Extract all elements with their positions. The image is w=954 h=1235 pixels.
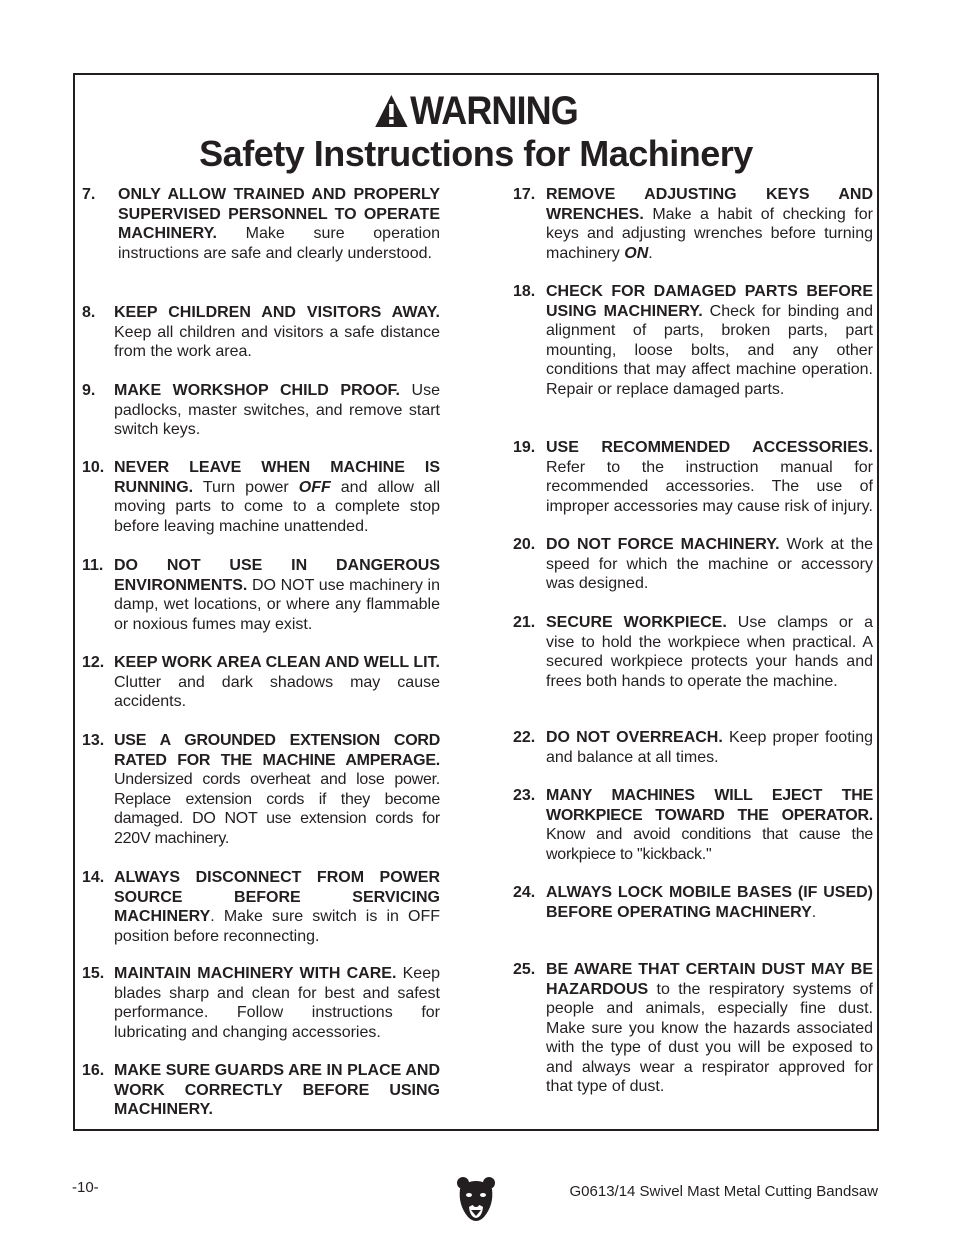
item-number: 8. [82, 304, 96, 321]
list-item [513, 613, 873, 691]
item-text: Make a habit of checking for keys and adjusting wrenches before turning machinery [546, 205, 873, 262]
list-item [513, 438, 873, 516]
item-body [114, 868, 440, 946]
list-item [82, 381, 440, 440]
item-body [546, 282, 873, 399]
item-number: 21. [513, 614, 536, 631]
item-lead: MAINTAIN MACHINERY WITH CARE. [114, 965, 397, 982]
list-item [513, 960, 873, 1097]
item-emphasis: OFF [298, 478, 331, 496]
item-body [114, 964, 440, 1042]
item-number: 25. [513, 961, 536, 978]
item-body [546, 728, 873, 767]
item-body [546, 786, 873, 864]
item-lead: ALWAYS LOCK MOBILE BASES (IF USED) BEFORE OPERATING MACHINERY [546, 884, 873, 921]
item-lead: REMOVE ADJUSTING KEYS AND WRENCHES. [546, 186, 873, 223]
item-body [546, 535, 873, 594]
item-lead: BE AWARE THAT CERTAIN DUST MAY BE HAZARDOUS [546, 961, 873, 998]
item-number: 13. [82, 732, 105, 749]
item-text: Turn power [193, 478, 299, 496]
list-item [82, 964, 440, 1042]
item-body [114, 303, 440, 362]
list-item [513, 728, 873, 767]
item-text: Keep all children and visitors a safe distance from the work area. [114, 323, 440, 360]
item-text: . Make sure switch is in OFF position before reconnecting. [114, 908, 440, 945]
item-text: and allow all moving parts to come to a complete stop before leaving machine unattended. [114, 478, 440, 535]
item-number: 23. [513, 787, 536, 804]
list-item [82, 868, 440, 946]
item-lead: ONLY ALLOW TRAINED AND PROPERLY SUPERVISED PERSONNEL TO OPERATE MACHINERY. [118, 186, 440, 242]
item-number: 18. [513, 283, 536, 300]
item-text: to the respiratory systems of people and animals, especially fine dust. Make sure you know the hazards associated with the type of dust you will be exposed to and always wear a respirator approved for that type of dust. [546, 980, 873, 1095]
list-item [82, 731, 440, 848]
item-text: Undersized cords overheat and lose power. Replace extension cords if they become damaged. DO NOT use extension cords for 220V machinery. [114, 771, 440, 847]
item-body [114, 653, 440, 712]
item-lead: SECURE WORKPIECE. [546, 614, 727, 631]
list-item [82, 653, 440, 712]
item-text: Keep blades sharp and clean for best and safest performance. Follow instructions for lubricating and changing accessories. [114, 965, 440, 1041]
list-item [82, 185, 440, 263]
item-text: . [811, 903, 817, 921]
item-lead: KEEP WORK AREA CLEAN AND WELL LIT. [114, 654, 440, 671]
item-body [114, 458, 440, 536]
item-lead: KEEP CHILDREN AND VISITORS AWAY. [114, 304, 440, 321]
list-item [82, 303, 440, 362]
item-number: 14. [82, 869, 105, 886]
warning-label: WARNING [410, 89, 578, 133]
item-text: Check for binding and alignment of parts, broken parts, part mounting, loose bolts, and any other conditions that may affect machine operation. Repair or replace damaged parts. [546, 302, 873, 398]
item-lead: MANY MACHINES WILL EJECT THE WORKPIECE TOWARD THE OPERATOR. [546, 787, 873, 824]
item-text: Refer to the instruction manual for recommended accessories. The use of improper accessories may cause risk of injury. [546, 458, 873, 515]
item-body [114, 1061, 440, 1120]
list-item [513, 282, 873, 399]
grizzly-bear-logo-icon [456, 1175, 496, 1225]
item-lead: MAKE WORKSHOP CHILD PROOF. [114, 382, 400, 399]
list-item [513, 185, 873, 263]
item-number: 24. [513, 884, 536, 901]
item-body [546, 613, 873, 691]
item-lead: DO NOT FORCE MACHINERY. [546, 536, 780, 553]
item-text: Keep proper footing and balance at all times. [546, 729, 873, 766]
item-body [546, 883, 873, 922]
list-item [513, 535, 873, 594]
item-text: . [648, 244, 653, 262]
item-number: 19. [513, 439, 536, 456]
item-body [546, 185, 873, 263]
item-lead: DO NOT USE IN DANGEROUS ENVIRONMENTS. [114, 557, 440, 594]
item-number: 16. [82, 1062, 105, 1079]
item-number: 9. [82, 382, 96, 399]
list-item [82, 1061, 440, 1120]
list-item [513, 883, 873, 922]
item-body [546, 438, 873, 516]
list-item [82, 556, 440, 634]
item-text: Make sure operation instructions are safe and clearly understood. [118, 225, 440, 262]
item-number: 15. [82, 965, 105, 982]
item-text: Know and avoid conditions that cause the workpiece to "kickback." [546, 826, 873, 863]
item-text: DO NOT use machinery in damp, wet locations, or where any flammable or noxious fumes may exist. [114, 576, 440, 633]
list-item [82, 458, 440, 536]
item-body [114, 556, 440, 634]
list-item [513, 786, 873, 864]
item-text: Work at the speed for which the machine or accessory was designed. [546, 536, 873, 592]
page-number: -10- [72, 1179, 99, 1196]
item-emphasis: ON [624, 244, 649, 262]
item-body [546, 960, 873, 1097]
item-lead: DO NOT OVERREACH. [546, 729, 723, 746]
item-number: 11. [82, 557, 104, 574]
warning-heading [115, 89, 837, 133]
item-body [114, 731, 440, 848]
document-title: G0613/14 Swivel Mast Metal Cutting Bandsaw [569, 1183, 878, 1200]
warning-triangle-icon [374, 94, 408, 128]
item-body [118, 185, 440, 263]
item-text: Use clamps or a vise to hold the workpiece when practical. A secured workpiece protects your hands and frees both hands to operate the machine. [546, 614, 873, 690]
item-lead: NEVER LEAVE WHEN MACHINE IS RUNNING. [114, 459, 440, 496]
item-body [114, 381, 440, 440]
item-number: 12. [82, 654, 105, 671]
item-lead: MAKE SURE GUARDS ARE IN PLACE AND WORK CORRECTLY BEFORE USING MACHINERY. [114, 1062, 440, 1118]
item-text: Use padlocks, master switches, and remove start switch keys. [114, 382, 440, 438]
page-title: Safety Instructions for Machinery [199, 133, 753, 174]
item-text: Clutter and dark shadows may cause accidents. [114, 673, 440, 710]
item-lead: USE RECOMMENDED ACCESSORIES. [546, 439, 873, 456]
item-number: 10. [82, 459, 105, 476]
item-number: 7. [82, 186, 96, 203]
item-lead: USE A GROUNDED EXTENSION CORD RATED FOR THE MACHINE AMPERAGE. [114, 732, 440, 769]
item-number: 20. [513, 536, 536, 553]
item-number: 17. [513, 186, 536, 203]
item-lead: CHECK FOR DAMAGED PARTS BEFORE USING MACHINERY. [546, 283, 873, 320]
item-lead: ALWAYS DISCONNECT FROM POWER SOURCE BEFORE SERVICING MACHINERY [114, 869, 440, 925]
item-number: 22. [513, 729, 536, 746]
